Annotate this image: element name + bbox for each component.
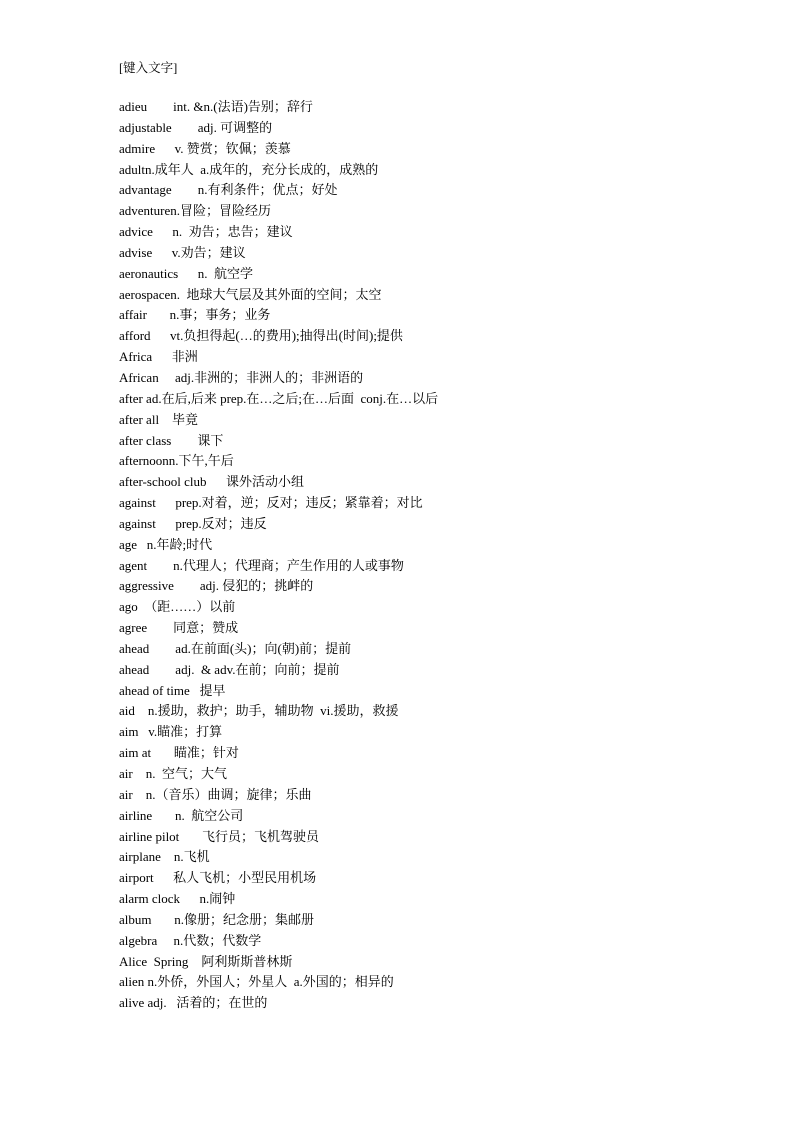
vocabulary-entry: airline n. 航空公司 — [119, 807, 244, 823]
vocabulary-entry: algebra n.代数；代数学 — [119, 932, 262, 948]
vocabulary-entry: afford vt.负担得起(…的费用);抽得出(时间);提供 — [119, 328, 403, 344]
vocabulary-list — [119, 97, 739, 1014]
vocabulary-entry: airplane n.飞机 — [119, 849, 210, 865]
vocabulary-entry: Africa 非洲 — [119, 349, 198, 365]
vocabulary-entry: aggressive adj. 侵犯的；挑衅的 — [119, 578, 314, 594]
vocabulary-entry: aid n.援助，救护；助手，辅助物 vi.援助，救援 — [119, 703, 399, 719]
vocabulary-entry: ago （距……）以前 — [119, 599, 236, 615]
vocabulary-entry: alive adj. 活着的；在世的 — [119, 995, 268, 1011]
vocabulary-entry: after all 毕竟 — [119, 411, 199, 427]
vocabulary-entry: after ad.在后,后来 prep.在…之后;在…后面 conj.在…以后 — [119, 390, 439, 406]
vocabulary-entry: agent n.代理人；代理商；产生作用的人或事物 — [119, 557, 404, 573]
vocabulary-entry: air n.（音乐）曲调；旋律；乐曲 — [119, 786, 312, 802]
vocabulary-entry: ahead adj. & adv.在前；向前；提前 — [119, 661, 340, 677]
vocabulary-entry: against prep.对着，逆；反对；违反；紧靠着；对比 — [119, 495, 423, 511]
vocabulary-entry: adjustable adj. 可调整的 — [119, 119, 273, 135]
vocabulary-entry: after-school club 课外活动小组 — [119, 474, 304, 490]
vocabulary-entry: airport 私人飞机；小型民用机场 — [119, 870, 317, 886]
vocabulary-entry: advice n. 劝告；忠告；建议 — [119, 224, 293, 240]
vocabulary-entry: airline pilot 飞行员；飞机驾驶员 — [119, 828, 320, 844]
vocabulary-entry: African adj.非洲的；非洲人的；非洲语的 — [119, 369, 364, 385]
vocabulary-entry: alarm clock n.闹钟 — [119, 891, 236, 907]
vocabulary-entry: ahead of time 提早 — [119, 682, 226, 698]
vocabulary-entry: alien n.外侨，外国人；外星人 a.外国的；相异的 — [119, 974, 394, 990]
vocabulary-entry: Alice Spring 阿利斯斯普林斯 — [119, 953, 293, 969]
vocabulary-entry: aerospacen. 地球大气层及其外面的空间；太空 — [119, 286, 382, 302]
vocabulary-entry: against prep.反对；违反 — [119, 515, 267, 531]
vocabulary-entry: ahead ad.在前面(头)；向(朝)前；提前 — [119, 640, 352, 656]
vocabulary-entry: admire v. 赞赏；钦佩；羡慕 — [119, 140, 291, 156]
vocabulary-entry: affair n.事；事务；业务 — [119, 307, 271, 323]
vocabulary-entry: aim v.瞄准；打算 — [119, 724, 223, 740]
vocabulary-entry: advantage n.有利条件；优点；好处 — [119, 182, 338, 198]
vocabulary-entry: afternoonn.下午,午后 — [119, 453, 234, 469]
vocabulary-entry: adultn.成年人 a.成年的，充分长成的，成熟的 — [119, 161, 379, 177]
vocabulary-entry: air n. 空气；大气 — [119, 766, 227, 781]
header-placeholder-text: [键入文字] — [119, 61, 178, 75]
vocabulary-entry: aeronautics n. 航空学 — [119, 265, 253, 281]
vocabulary-entry: album n.像册；纪念册；集邮册 — [119, 911, 314, 927]
vocabulary-entry: after class 课下 — [119, 432, 224, 448]
vocabulary-entry: agree 同意；赞成 — [119, 620, 239, 636]
vocabulary-entry: age n.年龄;时代 — [119, 536, 213, 552]
vocabulary-entry: advise v.劝告；建议 — [119, 244, 246, 260]
vocabulary-entry: aim at 瞄准；针对 — [119, 745, 239, 761]
vocabulary-entry: adventuren.冒险；冒险经历 — [119, 203, 272, 219]
vocabulary-entry: adieu int. &n.(法语)告别；辞行 — [119, 99, 313, 114]
